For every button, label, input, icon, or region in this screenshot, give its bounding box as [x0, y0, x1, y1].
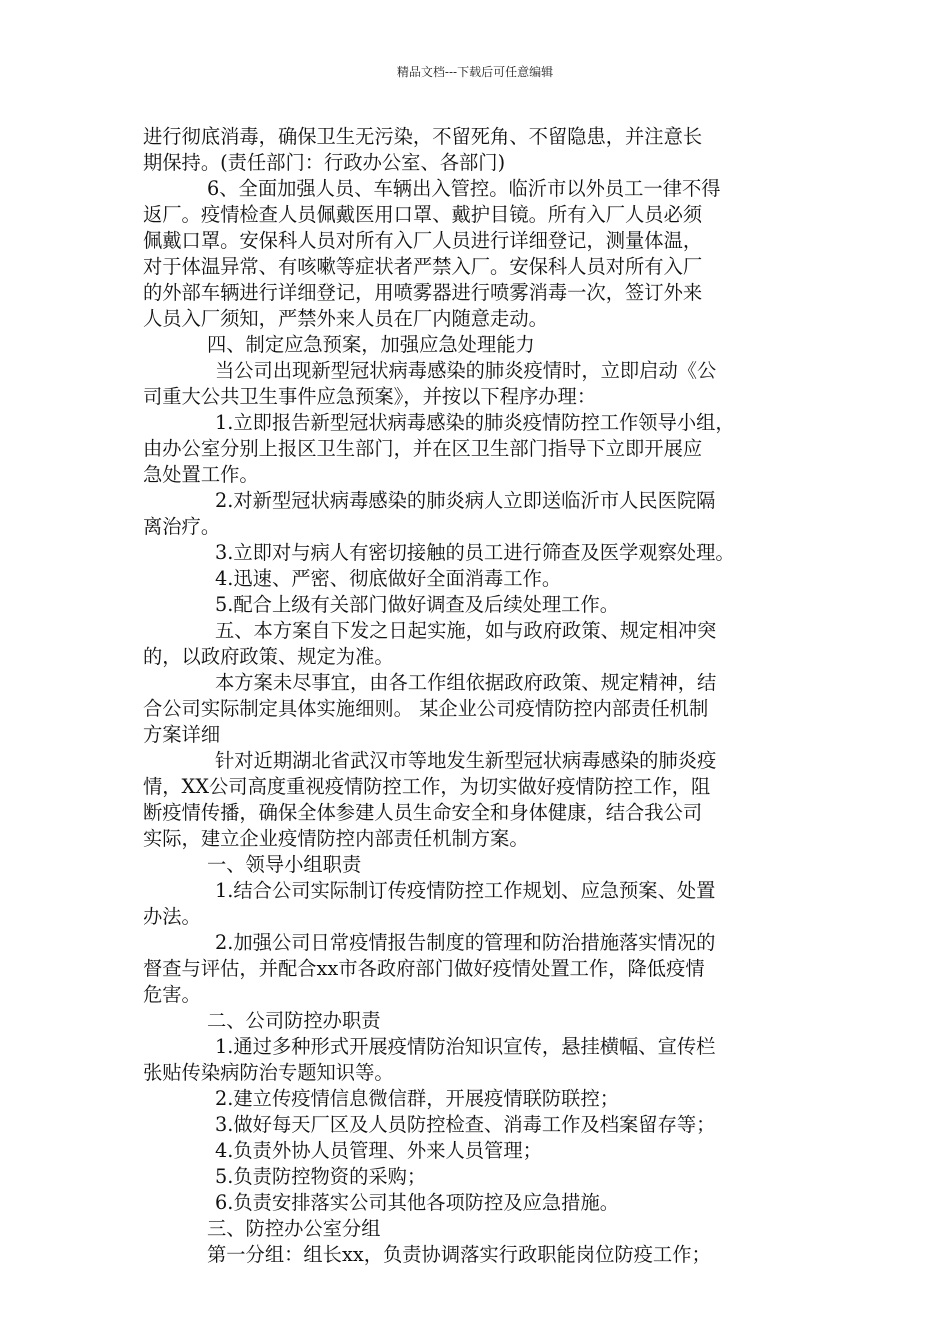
text-line: 4.负责外协人员管理、外来人员管理； [215, 1139, 542, 1162]
text-line: 3.立即对与病人有密切接触的员工进行筛查及医学观察处理。 [215, 541, 735, 564]
text-line: 急处置工作。 [143, 463, 259, 486]
text-line: 实际，建立企业疫情防控内部责任机制方案。 [143, 827, 529, 850]
text-line: 第一分组：组长xx，负责协调落实行政职能岗位防疫工作； [207, 1243, 711, 1266]
document-body [143, 124, 810, 1268]
text-line: 二、公司防控办职责 [207, 1009, 381, 1032]
text-line: 督查与评估，并配合xx市各政府部门做好疫情处置工作，降低疫情 [143, 957, 705, 980]
text-line: 针对近期湖北省武汉市等地发生新型冠状病毒感染的肺炎疫 [215, 749, 717, 772]
text-line: 6.负责安排落实公司其他各项防控及应急措施。 [215, 1191, 620, 1214]
text-line: 当公司出现新型冠状病毒感染的肺炎疫情时，立即启动《公 [215, 359, 717, 382]
text-line: 5.负责防控物资的采购； [215, 1165, 427, 1188]
text-line: 2.对新型冠状病毒感染的肺炎病人立即送临沂市人民医院隔 [215, 489, 716, 512]
text-line: 危害。 [143, 983, 201, 1006]
text-line: 的，以政府政策、规定为准。 [143, 645, 394, 668]
text-line: 人员入厂须知，严禁外来人员在厂内随意走动。 [143, 307, 548, 330]
text-line: 合公司实际制定具体实施细则。 某企业公司疫情防控内部责任机制 [143, 697, 709, 720]
text-line: 方案详细 [143, 723, 221, 746]
text-line: 进行彻底消毒，确保卫生无污染，不留死角、不留隐患，并注意长 [143, 125, 703, 148]
text-line: 情，XX公司高度重视疫情防控工作，为切实做好疫情防控工作，阻 [143, 775, 711, 798]
text-line: 由办公室分别上报区卫生部门，并在区卫生部门指导下立即开展应 [143, 437, 703, 460]
text-line: 6、全面加强人员、车辆出入管控。临沂市以外员工一律不得 [207, 177, 721, 200]
text-line: 期保持。(责任部门：行政办公室、各部门) [143, 151, 506, 174]
text-line: 2.建立传疫情信息微信群，开展疫情联防联控； [215, 1087, 620, 1110]
page-header: 精品文档---下载后可任意编辑 [396, 65, 554, 79]
text-line: 离治疗。 [143, 515, 221, 538]
text-line: 一、领导小组职责 [207, 853, 362, 876]
text-line: 的外部车辆进行详细登记，用喷雾器进行喷雾消毒一次，签订外来 [143, 281, 703, 304]
text-line: 断疫情传播，确保全体参建人员生命安全和身体健康，结合我公司 [143, 801, 703, 824]
text-line: 2.加强公司日常疫情报告制度的管理和防治措施落实情况的 [215, 931, 716, 954]
text-line: 三、防控办公室分组 [207, 1217, 381, 1240]
text-line: 本方案未尽事宜，由各工作组依据政府政策、规定精神，结 [215, 671, 717, 694]
text-line: 办法。 [143, 905, 201, 928]
text-line: 1.通过多种形式开展疫情防治知识宣传，悬挂横幅、宣传栏 [215, 1035, 716, 1058]
text-line: 4.迅速、严密、彻底做好全面消毒工作。 [215, 567, 562, 590]
text-line: 张贴传染病防治专题知识等。 [143, 1061, 394, 1084]
text-line: 返厂。疫情检查人员佩戴医用口罩、戴护目镜。所有入厂人员必须 [143, 203, 703, 226]
text-line: 5.配合上级有关部门做好调查及后续处理工作。 [215, 593, 620, 616]
text-line: 四、制定应急预案，加强应急处理能力 [207, 333, 535, 356]
text-line: 1.立即报告新型冠状病毒感染的肺炎疫情防控工作领导小组， [215, 411, 735, 434]
text-line: 对于体温异常、有咳嗽等症状者严禁入厂。安保科人员对所有入厂 [143, 255, 703, 278]
text-line: 司重大公共卫生事件应急预案》，并按以下程序办理： [143, 385, 597, 408]
text-line: 3.做好每天厂区及人员防控检查、消毒工作及档案留存等； [215, 1113, 716, 1136]
text-line: 1.结合公司实际制订传疫情防控工作规划、应急预案、处置 [215, 879, 716, 902]
text-line: 五、本方案自下发之日起实施，如与政府政策、规定相冲突 [215, 619, 717, 642]
text-line: 佩戴口罩。安保科人员对所有入厂人员进行详细登记，测量体温， [143, 229, 703, 252]
